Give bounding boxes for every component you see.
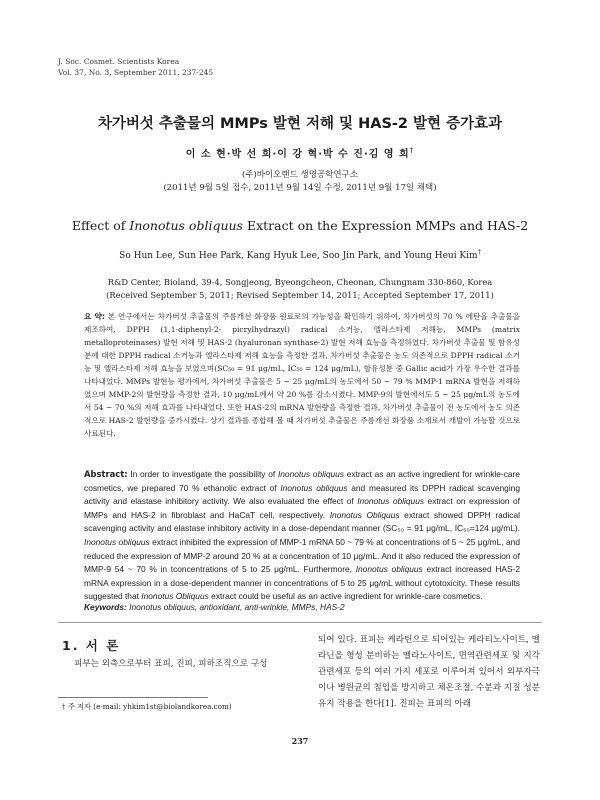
- korean-abstract: [84, 310, 520, 440]
- body-text-right: 되어 있다. 표피는 케라틴으로 되어있는 케라티노사이트, 멜라닌을 형성 분비하는 멜라노사이트, 면역관련세포 및 지각관련세포 등의 여러 가지 세포로 이루어져 있어서 외부자극이나 병원균의 침입을 방지하고 체온조절, 수분과 지질 성분 유지 작용을 한다[1]. 진피는 표피의 아래: [318, 635, 540, 709]
- journal-info: [58, 56, 213, 78]
- korean-dates: (2011년 9월 5일 접수, 2011년 9월 14일 수정, 2011년 9월 17일 채택): [163, 183, 437, 193]
- abstract-species: Inonotus Obliquus: [141, 591, 209, 602]
- english-title-post: Extract on the Expression MMPs and HAS-2: [242, 218, 529, 233]
- abstract-species: Inonotus obliquus: [84, 536, 150, 547]
- abstract-species: Inonotus obliquus: [277, 469, 344, 479]
- korean-affiliation: (주)바이오랜드 생명공학연구소: [241, 170, 359, 180]
- abstract-species: Inonotus Obliquus: [329, 509, 400, 520]
- korean-authors: [0, 145, 600, 160]
- footnote-divider: [58, 697, 208, 698]
- abstract-species: Inonotus obliquus: [355, 564, 423, 575]
- abstract-part: In order to investigate the possibility of: [130, 469, 278, 479]
- korean-title: 차가버섯 추출물의 MMPs 발현 저해 및 HAS-2 발현 증가효과: [97, 116, 503, 132]
- english-authors: [0, 248, 600, 261]
- page-number: 237: [291, 736, 309, 746]
- english-corresponding-mark: †: [477, 248, 481, 256]
- korean-abstract-text: 본 연구에서는 차가버섯 추출물의 주름개선 화장품 원료로의 가능성을 확인하기 위하여, 차가버섯의 70 % 에탄올 추출물을 제조하여, DPPH (1,1-diphenyl-2- picrylhydrazyl) radical 소거능, 엘라스타제 저해능, MMPs (matrix metalloproteinases) 발현 저해 및 HAS-2 (hyaluronan synthase-2) 발현 저해 효능을 측정하였다. 차가버섯 추출물 및 함유성분에 대한 DPPH radical 소거능과 엘라스타제 저해 효능을 측정한 결과, 차가버섯 추출물은 농도 의존적으로 DPPH radical 소거능 및 엘라스타제 저해 효능을 보였으며(SC₅₀ = 91 μg/mL, IC₅₀ = 124 μg/mL), 함유성분 중 Gallic acid가 가장 우수한 결과를 나타내었다. MMPs 발현능 평가에서, 차가버섯 추출물은 5 ~ 25 μg/mL의 농도에서 50 ~ 79 % MMP-1 mRNA 발현을 저해하였으며 MMP-2의 발현량을 측정한 결과, 10 μg/mL에서 약 20 %를 감소시켰다. MMP-9의 발현에서도 5 ~ 25 μg/mL의 농도에서 54 ~ 70 %의 저해 효과를 나타내었다. 또한 HAS-2의 mRNA 발현량을 측정한 결과, 차가버섯 추출물이 전 농도에서 농도 의존적으로 HAS-2 발현량을 증가시켰다. 상기 결과를 종합해 볼 때 차가버섯 추출물은 주름개선 화장품 소재로서 개발이 가능할 것으로 사료된다.: [84, 312, 520, 438]
- body-text-left: 피부는 외측으로부터 표피, 진피, 피하조직으로 구성: [74, 659, 268, 669]
- english-abstract-label: Abstract:: [84, 469, 128, 479]
- korean-author-names: 이 소 현·박 선 희·이 강 혁·박 수 진·김 영 희: [185, 149, 410, 160]
- section-heading: 1. 서 론: [62, 638, 121, 653]
- english-affiliation-block: [0, 276, 600, 302]
- abstract-part: extract on expression of MMPs and HAS-2 in fibroblast and HaCaT cell, respectively.: [84, 496, 521, 520]
- english-title-species: Inonotus obliquus: [129, 218, 243, 233]
- korean-affiliation-block: [0, 169, 600, 195]
- journal-name: J. Soc. Cosmet. Scientists Korea: [58, 57, 180, 66]
- abstract-part: extract as an active ingredient for wrinkle-care cosmetics, we prepared 70 % ethanolic extract of: [84, 469, 520, 493]
- korean-abstract-label: 요 약:: [84, 312, 105, 321]
- journal-volume: Vol. 37, No. 3, September 2011, 237-245: [58, 68, 214, 77]
- keywords-text: Inonotus obliquus, antioxidant, anti-wrinkle, MMPs, HAS-2: [129, 602, 345, 612]
- english-author-names: So Hun Lee, Sun Hee Park, Kang Hyuk Lee, Soo Jin Park, and Young Heui Kim: [119, 251, 478, 261]
- english-affiliation: R&D Center, Bioland, 39-4, Songjeong, Byeongcheon, Cheonan, Chungnam 330-860, Korea: [107, 277, 493, 287]
- english-abstract: [84, 468, 520, 604]
- keywords-line: [84, 602, 520, 612]
- section-divider: [58, 622, 542, 623]
- abstract-species: Inonotus obliquus: [357, 496, 425, 507]
- english-dates: (Received September 5, 2011; Revised September 14, 2011; Accepted September 17, 2011): [106, 290, 494, 300]
- abstract-part: and measured its DPPH radical scavenging activity and elastase inhibitory activity. We also evaluated the effect of: [84, 482, 520, 507]
- abstract-species: Inonotus obliquus: [280, 482, 348, 493]
- footnote: † 주 저자 (e-mail: yhkim1st@biolandkorea.com): [62, 702, 232, 711]
- english-title-pre: Effect of: [71, 218, 130, 233]
- abstract-part: extract could be useful as an active ingredient for wrinkle-care cosmetics.: [208, 591, 483, 602]
- abstract-part: extract inhibited the expression of MMP-1 mRNA 50 ~ 79 % at concentrations of 5 ~ 25 μg/mL, and reduced the expression of MMP-2 around 20 % at a concentration of 10 μg/mL. And it also reduced the expression of MMP-9 54 ~ 70 % in tconcentrations of 5 to 25 μg/mL. Furthermore,: [84, 536, 520, 575]
- keywords-label: Keywords:: [84, 602, 127, 612]
- english-title: [0, 218, 600, 233]
- corresponding-mark: †: [409, 146, 415, 155]
- abstract-part: extract showed DPPH radical scavenging activity and elastase inhibitory activity in a dose-dependant manner (SC₅₀ = 91 μg/mL, IC₅₀=124 μg/mL).: [84, 509, 521, 534]
- abstract-part: extract increased HAS-2 mRNA expression in a dose-dependent manner in concentrations of 5 to 25 μg/mL without cytotoxicity. These results suggested that: [84, 564, 520, 602]
